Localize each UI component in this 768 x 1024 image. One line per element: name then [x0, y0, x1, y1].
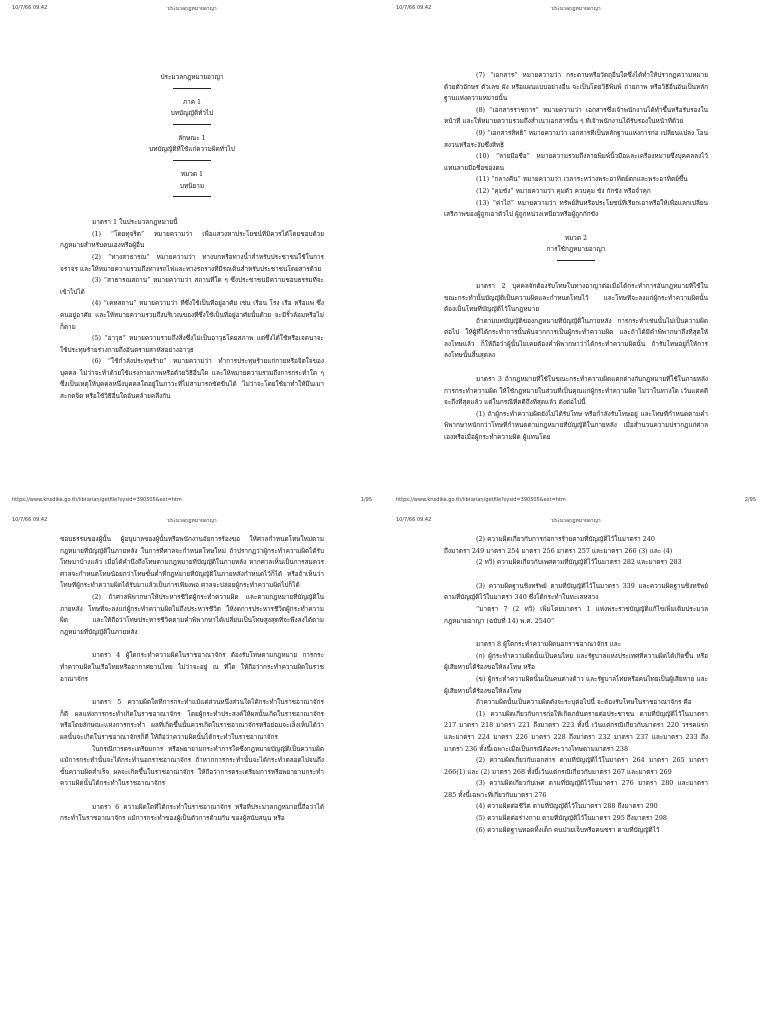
definition-12: (12) “คุมขัง” หมายความว่า คุมตัว ควบคุม ขัง กักขัง หรือจำคุก — [476, 186, 651, 195]
section-8-c: ถ้าความผิดนั้นเป็นความผิดดังจะระบุต่อไปนี้ จะต้องรับโทษในราชอาณาจักร คือ — [476, 698, 692, 707]
chapter-label: หมวด 1 — [180, 169, 204, 178]
print-date: 10/7/66 09:42 — [12, 517, 48, 523]
divider — [173, 160, 211, 161]
section-4: มาตรา 4 ผู้ใดกระทำความผิดในราชอาณาจักร ต้องรับโทษตามกฎหมาย การกระทำความผิดในเรือไทยหรืออากาศยานไทย ไม่ว่าจะอยู่ ณ ที่ใด ให้ถือว่ากระทำความผิดในราชอาณาจักร — [60, 651, 324, 683]
definition-2: (2) “ทางสาธารณ” หมายความว่า ทางบกหรือทางน้ำสำหรับประชาชนใช้ในการจราจร และให้หมายความรวมถึงทางรถไฟและทางรถรางที่มีรถเดินสำหรับประชาชนโดยสารด้วย — [60, 252, 324, 273]
page-body — [60, 534, 324, 825]
page-header — [396, 517, 756, 527]
definition-8: (8) “เอกสารราชการ” หมายความว่า เอกสารซึ่งเจ้าพนักงานได้ทำขึ้นหรือรับรองในหน้าที่ และให้หมายความรวมถึงสำเนาเอกสารนั้น ๆ ที่เจ้าพนักงานได้รับรองในหน้าที่ด้วย — [444, 105, 708, 126]
title-label: ลักษณะ 1 — [178, 133, 206, 142]
divider — [173, 88, 211, 89]
divider — [173, 124, 211, 125]
printed-page-4 — [384, 512, 768, 1024]
source-url[interactable]: https://www.krisdika.go.th/librarian/getfile?sysid=390505&ext=htm — [12, 497, 182, 503]
header-title: ประมวลกฎหมายอาญา — [551, 6, 601, 12]
header-title: ประมวลกฎหมายอาญา — [167, 518, 217, 524]
section-8: มาตรา 8 ผู้ใดกระทำความผิดนอกราชอาณาจักร และ — [476, 640, 622, 649]
definition-1: (1) “โดยทุจริต” หมายความว่า เพื่อแสวงหาประโยชน์ที่มิควรได้โดยชอบด้วยกฎหมายสำหรับตนเองหรือผู้อื่น — [60, 229, 324, 250]
page-header — [396, 5, 756, 15]
book-label: ภาค 1 — [182, 97, 202, 106]
definition-3: (3) “สาธารณสถาน” หมายความว่า สถานที่ใด ๆ ซึ่งประชาชนมีความชอบธรรมที่จะเข้าไปได้ — [60, 276, 324, 296]
section-7-item-2bis: (2 ทวิ) ความผิดเกี่ยวกับเพศตามที่บัญญัติไว้ในมาตรา 282 และมาตรา 283 — [476, 558, 682, 567]
section-3-item-1: (1) ถ้าผู้กระทำความผิดยังไม่ได้รับโทษ หรือกำลังรับโทษอยู่ และโทษที่กำหนดตามคำพิพากษาหนักกว่าโทษที่กำหนดตามกฎหมายที่บัญญัติในภายหลัง เมื่อสำนวนความปรากฏแก่ศาลเองหรือเมื่อผู้กระทำความผิด ผู้แทนโดย — [444, 409, 708, 442]
page-footer — [396, 497, 756, 507]
book-name: บทบัญญัติทั่วไป — [170, 109, 214, 118]
page-header — [12, 5, 372, 15]
section-3: มาตรา 3 ถ้ากฎหมายที่ใช้ในขณะกระทำความผิดแตกต่างกับกฎหมายที่ใช้ในภายหลังการกระทำความผิด ให้ใช้กฎหมายในส่วนที่เป็นคุณแก่ผู้กระทำความผิด ไม่ว่าในทางใด เว้นแต่คดีจะถึงที่สุดแล้ว แต่ในกรณีที่คดีถึงที่สุดแล้ว ดังต่อไปนี้ — [444, 375, 708, 407]
section-8-b: (ข) ผู้กระทำความผิดนั้นเป็นคนต่างด้าว และรัฐบาลไทยหรือคนไทยเป็นผู้เสียหาย และผู้เสียหายได้ร้องขอให้ลงโทษ — [444, 674, 708, 695]
section-3-continued: ชอบธรรมของผู้นั้น ผู้อนุบาลของผู้นั้นหรือพนักงานอัยการร้องขอ ให้ศาลกำหนดโทษใหม่ตามกฎหมายที่บัญญัติในภายหลัง ในการที่ศาลจะกำหนดโทษใหม่ ถ้าปรากฏว่าผู้กระทำความผิดได้รับโทษมาบ้างแล้ว เมื่อได้คำนึงถึงโทษตามกฎหมายที่บัญญัติในภายหลัง หากศาลเห็นเป็นการสมควร ศาลจะกำหนดโทษน้อยกว่าโทษขั้นต่ำที่กฎหมายที่บัญญัติในภายหลังกำหนดไว้ก็ได้ หรือถ้าเห็นว่าโทษที่ผู้กระทำความผิดได้รับมาแล้วเป็นการเพียงพอ ศาลจะปล่อยผู้กระทำความผิดไปก็ได้ — [60, 535, 324, 590]
printed-page-1 — [0, 0, 384, 512]
page-body — [444, 534, 708, 836]
header-title: ประมวลกฎหมายอาญา — [551, 518, 601, 524]
section-5: มาตรา 5 ความผิดใดที่การกระทำแม้แต่ส่วนหนึ่งส่วนใดได้กระทำในราชอาณาจักร ก็ดี ผลแห่งการกระทำเกิดในราชอาณาจักร โดยผู้กระทำประสงค์ให้ผลนั้นเกิดในราชอาณาจักร หรือโดยลักษณะแห่งการกระทำ ผลที่เกิดขึ้นนั้นควรเกิดในราชอาณาจักรหรือย่อมจะเล็งเห็นได้ว่าผลนั้นจะเกิดในราชอาณาจักรก็ดี ให้ถือว่าความผิดนั้นได้กระทำในราชอาณาจักร — [60, 698, 324, 741]
amendment-note: “มาตรา 7 (2 ทวิ) เพิ่มโดยมาตรา 1 แห่งพระราชบัญญัติแก้ไขเพิ่มเติมประมวลกฎหมายอาญา (ฉบับที่ 14) พ.ศ. 2540” — [444, 604, 708, 625]
title-name: บทบัญญัติที่ใช้แก่ความผิดทั่วไป — [149, 145, 235, 154]
section-8-item-3: (3) ความผิดเกี่ยวกับเพศ ตามที่บัญญัติไว้ในมาตรา 276 มาตรา 280 และมาตรา 285 ทั้งนี้เฉพาะที่เกี่ยวกับมาตรา 276 — [444, 779, 708, 799]
chapter-label: หมวด 2 — [564, 233, 588, 242]
definition-7: (7) “เอกสาร” หมายความว่า กระดาษหรือวัตถุอื่นใดซึ่งได้ทำให้ปรากฏความหมายด้วยตัวอักษร ตัวเลข ผัง หรือแผนแบบอย่างอื่น จะเป็นโดยวิธีพิมพ์ ถ่ายภาพ หรือวิธีอื่นอันเป็นหลักฐานแห่งความหมายนั้น — [444, 71, 708, 103]
page-number: 2/95 — [744, 497, 756, 503]
section-3-item-2: (2) ถ้าศาลพิพากษาให้ประหารชีวิตผู้กระทำความผิด และตามกฎหมายที่บัญญัติในภายหลัง โทษที่จะลงแก่ผู้กระทำความผิดไม่ถึงประหารชีวิต ให้งดการประหารชีวิตผู้กระทำความผิด และให้ถือว่าโทษประหารชีวิตตามคำพิพากษาได้เปลี่ยนเป็นโทษสูงสุดที่จะพึงลงได้ตามกฎหมายที่บัญญัติในภายหลัง — [60, 592, 324, 636]
section-8-a: (ก) ผู้กระทำความผิดนั้นเป็นคนไทย และรัฐบาลแห่งประเทศที่ความผิดได้เกิดขึ้น หรือผู้เสียหายได้ร้องขอให้ลงโทษ หรือ — [444, 651, 708, 672]
divider — [557, 260, 595, 261]
definition-10: (10) “ลายมือชื่อ” หมายความรวมถึงลายพิมพ์นิ้วมือและเครื่องหมายซึ่งบุคคลลงไว้แทนลายมือชื่อของตน — [444, 152, 708, 172]
print-date: 10/7/66 09:42 — [396, 5, 432, 11]
section-7-item-2: (2) ความผิดเกี่ยวกับการก่อการร้ายตามที่บัญญัติไว้ในมาตรา 240 — [476, 535, 655, 543]
section-2: มาตรา 2 บุคคลจักต้องรับโทษในทางอาญาต่อเมื่อได้กระทำการอันกฎหมายที่ใช้ในขณะกระทำนั้นบัญญัติเป็นความผิดและกำหนดโทษไว้ และโทษที่จะลงแก่ผู้กระทำความผิดนั้น ต้องเป็นโทษที่บัญญัติไว้ในกฎหมาย — [444, 281, 708, 314]
section-1: มาตรา 1 ในประมวลกฎหมายนี้ — [92, 218, 178, 227]
definition-11: (11) “กลางคืน” หมายความว่า เวลาระหว่างพระอาทิตย์ตกและพระอาทิตย์ขึ้น — [476, 175, 688, 184]
chapter-name: บทนิยาม — [179, 181, 205, 190]
section-5-para-2: ในกรณีการตระเตรียมการ หรือพยายามกระทำการใดซึ่งกฎหมายบัญญัติเป็นความผิด แม้การกระทำนั้นจะได้กระทำนอกราชอาณาจักร ถ้าหากการกระทำนั้นจะได้กระทำตลอดไปจนถึงขั้นความผิดสำเร็จ ผลจะเกิดขึ้นในราชอาณาจักร ให้ถือว่าการตระเตรียมการหรือพยายามกระทำความผิดนั้นได้กระทำในราชอาณาจักร — [60, 744, 324, 788]
divider — [173, 196, 211, 197]
section-8-item-5: (5) ความผิดต่อร่างกาย ตามที่บัญญัติไว้ในมาตรา 295 ถึงมาตรา 298 — [476, 814, 667, 823]
page-number: 1/95 — [360, 497, 372, 503]
code-title: ประมวลกฎหมายอาญา — [160, 73, 224, 81]
definition-5: (5) “อาวุธ” หมายความรวมถึงสิ่งซึ่งไม่เป็นอาวุธโดยสภาพ แต่ซึ่งได้ใช้หรือเจตนาจะใช้ประทุษร้ายร่างกายถึงอันตรายสาหัสอย่างอาวุธ — [60, 334, 324, 354]
definition-9: (9) “เอกสารสิทธิ” หมายความว่า เอกสารที่เป็นหลักฐานแห่งการก่อ เปลี่ยนแปลง โอน สงวนหรือระงับซึ่งสิทธิ — [444, 128, 708, 149]
section-8-item-1: (1) ความผิดเกี่ยวกับการก่อให้เกิดภยันตรายต่อประชาชน ตามที่บัญญัติไว้ในมาตรา 217 มาตรา 218 มาตรา 221 ถึงมาตรา 223 ทั้งนี้ เว้นแต่กรณีเกี่ยวกับมาตรา 220 วรรคแรก และมาตรา 224 มาตรา 226 มาตรา 228 ถึงมาตรา 232 มาตรา 237 และมาตรา 233 ถึงมาตรา 236 ทั้งนี้เฉพาะเมื่อเป็นกรณีต้องระวางโทษตามมาตรา 238 — [444, 709, 708, 753]
chapter-name: การใช้กฎหมายอาญา — [546, 245, 606, 254]
definition-13: (13) “ค่าไถ่” หมายความว่า ทรัพย์สินหรือประโยชน์ที่เรียกเอาหรือให้เพื่อแลกเปลี่ยนเสรีภาพของผู้ถูกเอาตัวไป ผู้ถูกหน่วงเหนี่ยวหรือผู้ถูกกักขัง — [444, 198, 708, 219]
page-body — [60, 72, 324, 403]
definition-4: (4) “เคหสถาน” หมายความว่า ที่ซึ่งใช้เป็นที่อยู่อาศัย เช่น เรือน โรง เรือ หรือแพ ซึ่งคนอยู่อาศัย และให้หมายความรวมถึงบริเวณของที่ซึ่งใช้เป็นที่อยู่อาศัยนั้นด้วย จะมีรั้วล้อมหรือไม่ก็ตาม — [60, 299, 324, 331]
section-7-item-2-cont: ถึงมาตรา 249 มาตรา 254 มาตรา 256 มาตรา 257 และมาตรา 266 (3) และ (4) — [444, 546, 673, 555]
definition-6: (6) “ใช้กำลังประทุษร้าย” หมายความว่า ทำการประทุษร้ายแก่กายหรือจิตใจของบุคคล ไม่ว่าจะทำด้วยใช้แรงกายภาพหรือด้วยวิธีอื่นใด และให้หมายความรวมถึงการกระทำใด ๆ ซึ่งเป็นเหตุให้บุคคลหนึ่งบุคคลใดอยู่ในภาวะที่ไม่สามารถขัดขืนได้ ไม่ว่าจะโดยใช้ยาทำให้มึนเมา สะกดจิต หรือใช้วิธีอื่นใดอันคล้ายคลึงกัน — [60, 357, 324, 401]
section-8-item-6: (6) ความผิดฐานทอดทิ้งเด็ก คนป่วยเจ็บหรือคนชรา ตามที่บัญญัติไว้ — [476, 825, 660, 834]
print-date: 10/7/66 09:42 — [12, 5, 48, 11]
page-header — [12, 517, 372, 527]
printed-page-3 — [0, 512, 384, 1024]
printed-page-2 — [384, 0, 768, 512]
section-2-para-2: ถ้าตามบทบัญญัติของกฎหมายที่บัญญัติในภายหลัง การกระทำเช่นนั้นไม่เป็นความผิดต่อไป ให้ผู้ที่ได้กระทำการนั้นพ้นจากการเป็นผู้กระทำความผิด และถ้าได้มีคำพิพากษาถึงที่สุดให้ลงโทษแล้ว ก็ให้ถือว่าผู้นั้นไม่เคยต้องคำพิพากษาว่าได้กระทำความผิดนั้น ถ้ารับโทษอยู่ก็ให้การลงโทษนั้นสิ้นสุดลง — [444, 316, 708, 360]
source-url[interactable]: https://www.krisdika.go.th/librarian/getfile?sysid=390505&ext=htm — [396, 497, 566, 503]
section-8-item-2: (2) ความผิดเกี่ยวกับเอกสาร ตามที่บัญญัติไว้ในมาตรา 264 มาตรา 265 มาตรา 266(1) และ (2) มาตรา 268 ทั้งนี้เว้นแต่กรณีเกี่ยวกับมาตรา 267 และมาตรา 269 — [444, 756, 708, 776]
print-date: 10/7/66 09:42 — [396, 517, 432, 523]
header-title: ประมวลกฎหมายอาญา — [167, 6, 217, 12]
page-footer — [12, 497, 372, 507]
section-8-item-4: (4) ความผิดต่อชีวิต ตามที่บัญญัติไว้ในมาตรา 288 ถึงมาตรา 290 — [476, 802, 658, 811]
section-6: มาตรา 6 ความผิดใดที่ได้กระทำในราชอาณาจักร หรือที่ประมวลกฎหมายนี้ถือว่าได้กระทำในราชอาณาจักร แม้การกระทำของผู้เป็นตัวการด้วยกัน ของผู้สนับสนุน หรือ — [60, 802, 324, 823]
section-7-item-3: (3) ความผิดฐานชิงทรัพย์ ตามที่บัญญัติไว้ในมาตรา 339 และความผิดฐานชิงทรัพย์ ตามที่บัญญัติไว้ในมาตรา 340 ซึ่งได้กระทำในทะเลหลวง — [444, 581, 708, 602]
page-body — [444, 70, 708, 444]
